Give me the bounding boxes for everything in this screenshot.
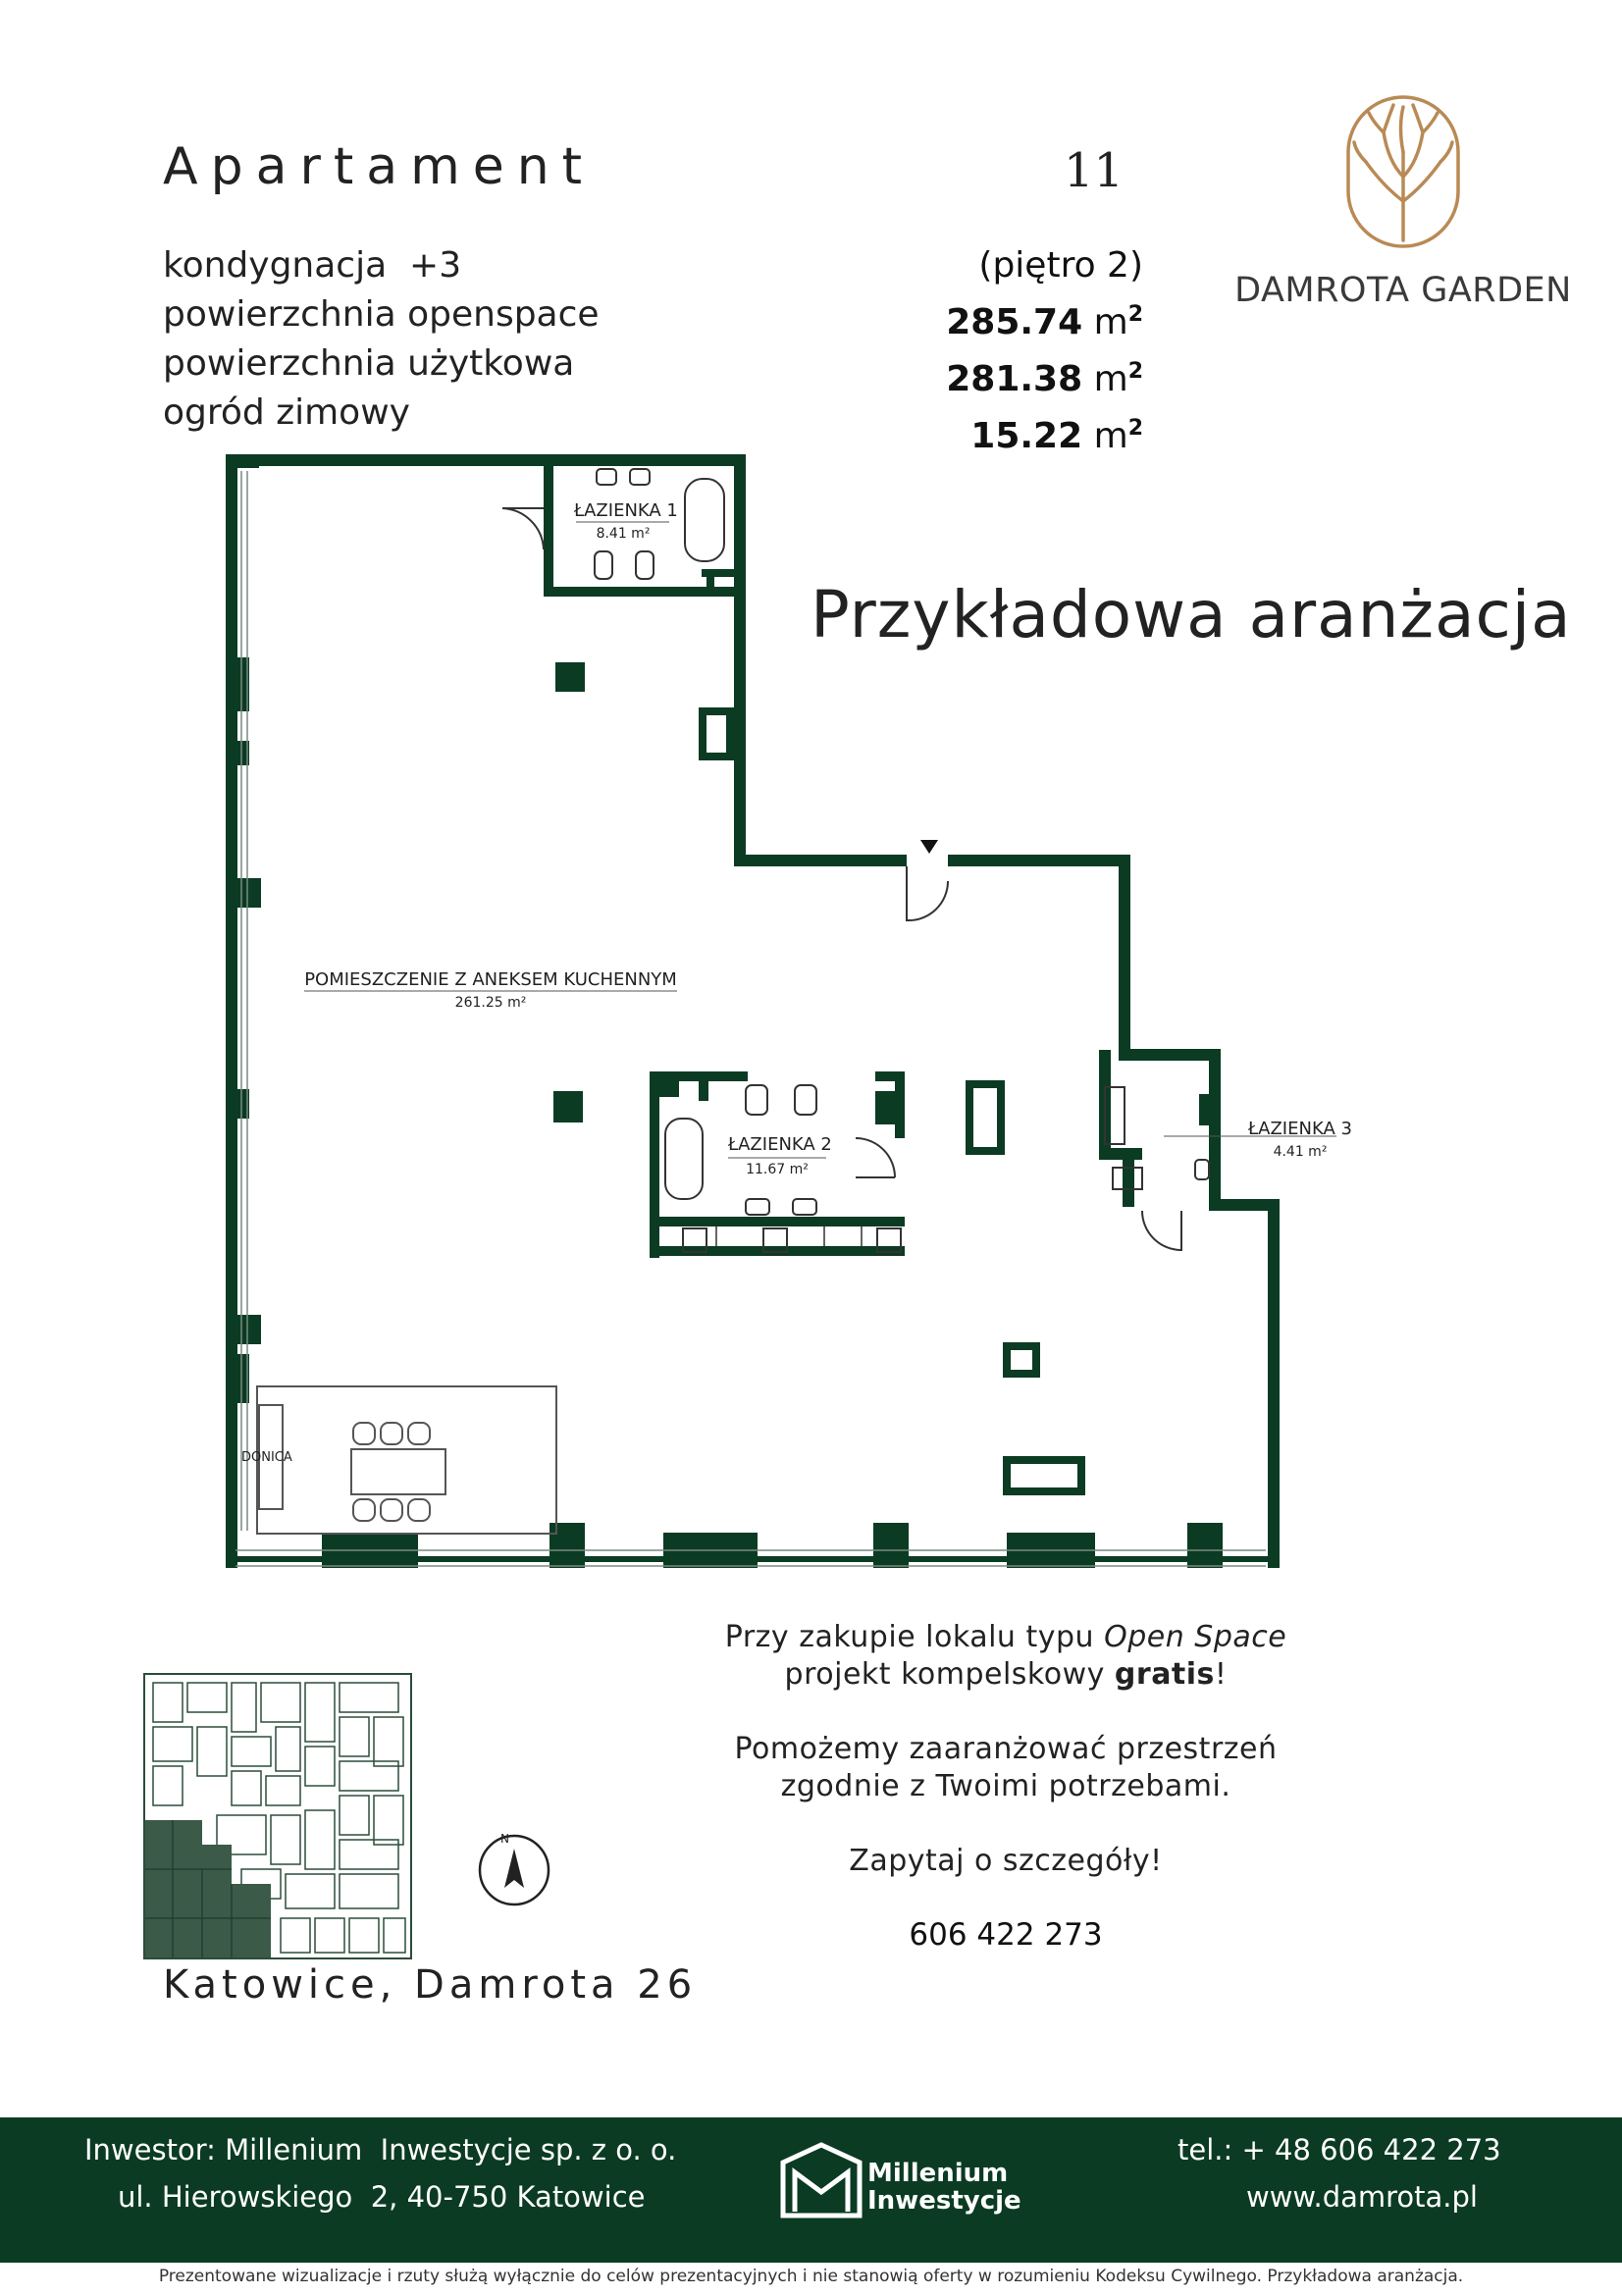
brand-name: DAMROTA GARDEN	[1234, 271, 1572, 310]
spec-label-floor: kondygnacja +3	[163, 245, 462, 286]
room-label-bathroom-1: ŁAZIENKA 1	[574, 500, 678, 521]
promo-phone[interactable]: 606 422 273	[909, 1917, 1103, 1953]
spec-floor-note: (piętro 2)	[978, 245, 1143, 286]
compass-letter: N	[500, 1832, 509, 1846]
promo-line-2: projekt kompelskowy gratis!	[784, 1657, 1228, 1692]
compass-icon	[473, 1827, 555, 1909]
room-area-kitchen-room: 261.25 m²	[454, 995, 527, 1011]
room-label-bathroom-3: ŁAZIENKA 3	[1248, 1119, 1352, 1139]
unit: $m^2$	[1093, 302, 1143, 342]
unit: $m^2$	[1093, 359, 1143, 399]
footer-website-link[interactable]: www.damrota.pl	[1246, 2180, 1478, 2214]
spec-winter-garden-value: 15.22	[970, 416, 1083, 456]
location-city: Katowice, Damrota 26	[163, 1962, 698, 2008]
millenium-logo-icon	[777, 2139, 865, 2221]
promo-line-1: Przy zakupie lokalu typu Open Space	[724, 1620, 1287, 1654]
building-plan-thumbnail	[143, 1673, 412, 1959]
footer-company-line-2: Inwestycje	[867, 2186, 1021, 2216]
arrangement-title: Przykładowa aranżacja	[811, 577, 1572, 652]
unit: $m^2$	[1093, 416, 1143, 456]
spec-label-openspace: powierzchnia openspace	[163, 294, 600, 335]
spec-usable-value: 281.38	[946, 359, 1083, 399]
page-title: Apartament	[163, 137, 596, 196]
promo-text	[687, 1619, 1325, 1880]
room-area-bathroom-2: 11.67 m²	[746, 1162, 809, 1177]
disclaimer: Prezentowane wizualizacje i rzuty służą wyłącznie do celów prezentacyjnych i nie stanowią oferty w rozumieniu Kodeksu Cywilnego. Przykładowa aranżacja.	[158, 2267, 1464, 2286]
room-area-bathroom-3: 4.41 m²	[1273, 1144, 1328, 1160]
spec-label-winter-garden: ogród zimowy	[163, 392, 410, 433]
footer-address: ul. Hierowskiego 2, 40-750 Katowice	[118, 2180, 646, 2214]
room-area-bathroom-1: 8.41 m²	[596, 526, 651, 542]
spec-openspace-value: 285.74	[946, 302, 1083, 342]
footer-investor: Inwestor: Millenium Inwestycje sp. z o. o.	[84, 2133, 677, 2166]
footer-company-line-1: Millenium	[867, 2159, 1009, 2188]
planter-label: DONICA	[241, 1450, 292, 1465]
apartment-number: 11	[1064, 143, 1125, 198]
footer	[0, 2117, 1622, 2263]
promo-line-4: zgodnie z Twoimi potrzebami.	[780, 1769, 1231, 1803]
footer-phone[interactable]: tel.: + 48 606 422 273	[1177, 2133, 1501, 2166]
promo-line-5: Zapytaj o szczegóły!	[849, 1844, 1163, 1878]
room-label-kitchen-room: POMIESZCZENIE Z ANEKSEM KUCHENNYM	[304, 969, 677, 990]
spec-label-usable: powierzchnia użytkowa	[163, 343, 575, 384]
promo-line-3: Pomożemy zaaranżować przestrzeń	[734, 1732, 1278, 1766]
room-label-bathroom-2: ŁAZIENKA 2	[728, 1134, 832, 1155]
